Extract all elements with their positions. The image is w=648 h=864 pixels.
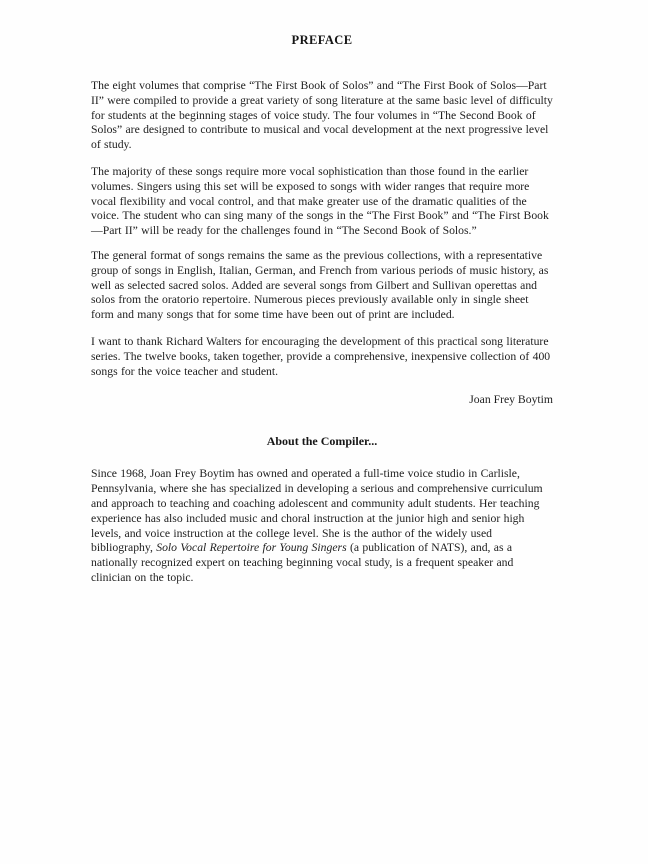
compiler-signature: Joan Frey Boytim	[469, 393, 553, 407]
preface-section	[91, 79, 553, 407]
about-compiler-section	[91, 434, 553, 585]
about-compiler-paragraph	[91, 467, 553, 585]
preface-paragraph-3: The general format of songs remains the same as the previous collections, with a representative group of songs in English, Italian, German, and French from various periods of music history, as well as selected sacred solos. Added are several songs from Gilbert and Sullivan operettas and solos from the oratorio repertoire. Numerous pieces previously available only in single sheet form and many songs that for some time have been out of print are included.	[91, 248, 549, 322]
preface-paragraph-1: The eight volumes that comprise “The First Book of Solos” and “The First Book of Solos—Part II” were compiled to provide a great variety of song literature at the same basic level of difficulty for students at the beginning stages of voice study. The four volumes in “The Second Book of Solos” are designed to contribute to musical and vocal development at the next progressive level of study.	[91, 79, 553, 152]
preface-paragraph-4: I want to thank Richard Walters for encouraging the development of this practical song literature series. The twelve books, taken together, provide a comprehensive, inexpensive collection of 400 songs for the voice teacher and student.	[91, 334, 551, 378]
about-text-after-italic: (a publication of NATS), and, as a nationally recognized expert on teaching beginning vocal study, is a frequent speaker and clinician on the topic.	[91, 541, 514, 584]
preface-paragraph-2: The majority of these songs require more vocal sophistication than those found in the earlier volumes. Singers using this set will be exposed to songs with wider ranges that require more vocal flexibility and vocal control, and that make greater use of the dramatic qualities of the voice. The student who can sing many of the songs in the “The First Book” and “The First Book—Part II” will be ready for the challenges found in “The Second Book of Solos.”	[91, 164, 549, 238]
bibliography-title-italic: Solo Vocal Repertoire for Young Singers	[156, 541, 347, 555]
about-text-before-italic: Since 1968, Joan Frey Boytim has owned and operated a full-time voice studio in Carlisle, Pennsylvania, where she has specialized in developing a serious and comprehensive curriculum and approach to teaching and coaching adolescent and community adult students. Her teaching experience has also included music and choral instruction at the junior high and senior high levels, and voice instruction at the college level. She is the author of the widely used bibliography,	[91, 467, 543, 555]
about-compiler-heading: About the Compiler...	[266, 434, 378, 449]
page-title: PREFACE	[291, 33, 353, 47]
